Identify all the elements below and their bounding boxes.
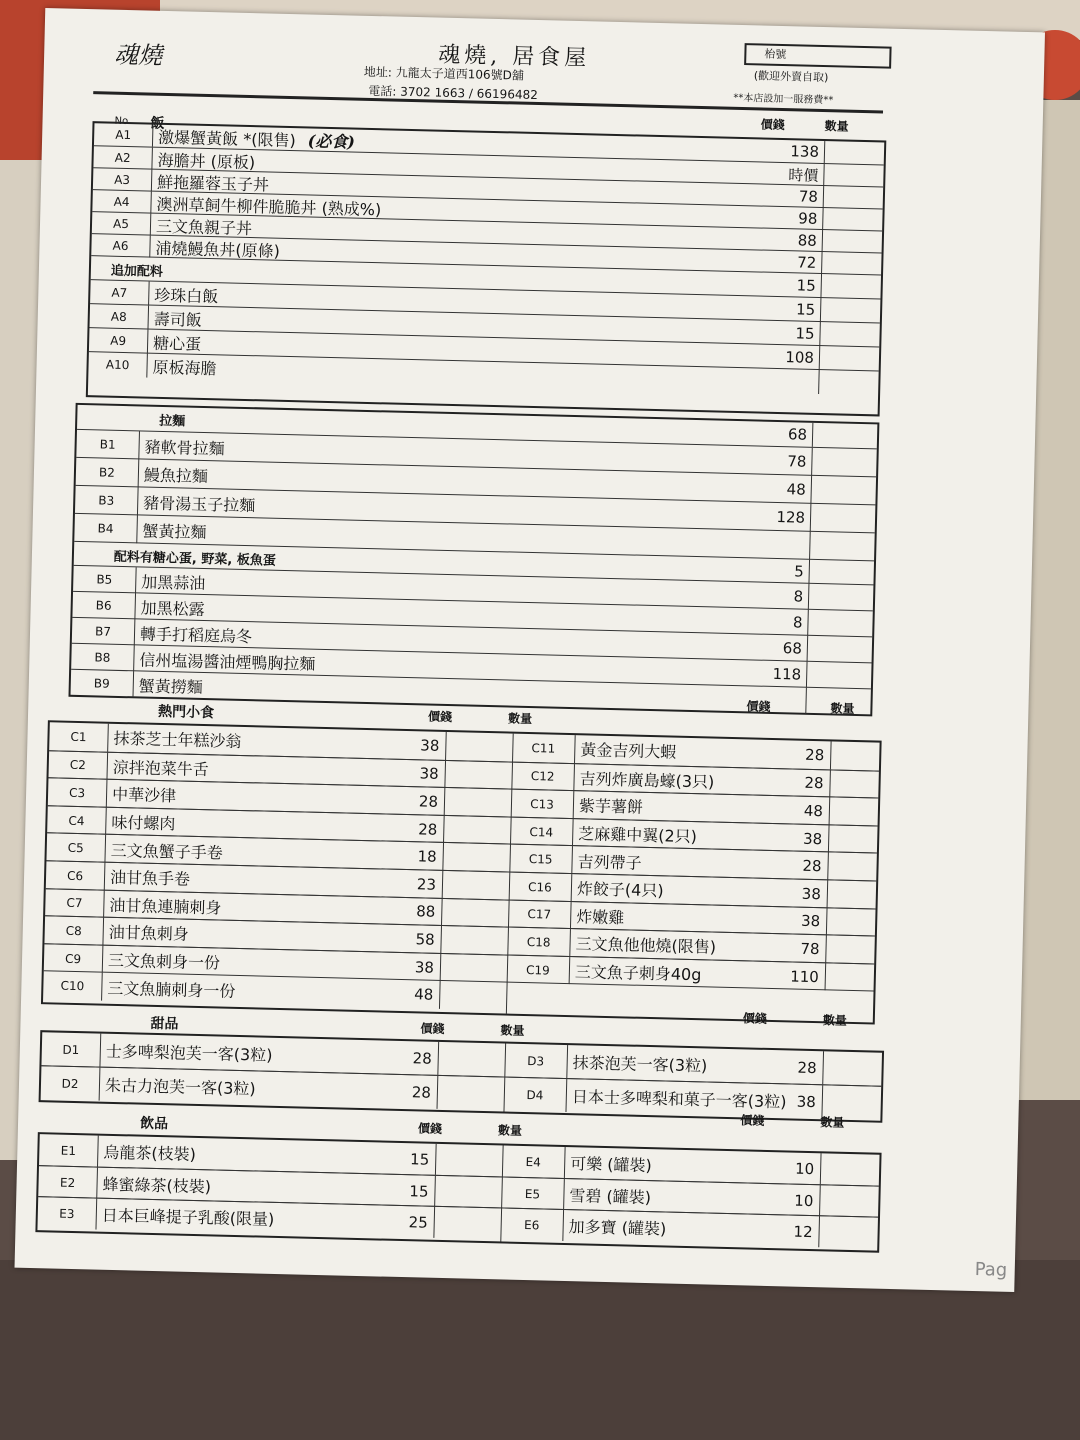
item-code: A7 — [90, 280, 150, 305]
service-charge-note: **本店設加一服務費** — [733, 92, 834, 107]
item-code: D4 — [503, 1078, 567, 1113]
quantity-field-a9[interactable] — [819, 346, 877, 371]
item-code: D1 — [41, 1032, 101, 1066]
quantity-field-a7[interactable] — [820, 298, 878, 323]
item-name: 炸餃子(4只) — [576, 879, 664, 901]
item-code: C1 — [49, 722, 109, 751]
item-name: 朱古力泡芙一客(3粒) — [104, 1075, 256, 1099]
item-name: 烏龍茶(枝裝) — [103, 1142, 197, 1164]
snacks-right-qty-header: 數量 — [830, 701, 855, 716]
item-code: C4 — [47, 806, 107, 835]
snacks-price-header: 價錢 — [427, 709, 453, 725]
item-name: 蜂蜜綠茶(枝裝) — [102, 1174, 212, 1197]
item-name: 油甘魚連腩刺身 — [109, 895, 222, 918]
item-name: 鰻魚拉麵 — [143, 465, 209, 486]
item-name: 三文魚他他燒(限售) — [575, 934, 717, 958]
item-code: C2 — [48, 751, 108, 780]
quantity-field-d3[interactable] — [822, 1051, 874, 1085]
item-price: 48 — [786, 480, 806, 499]
item-name: 壽司飯 — [153, 309, 202, 330]
item-name: 三文魚蟹子手卷 — [110, 840, 223, 863]
snacks-section — [41, 699, 882, 1024]
quantity-field-c11[interactable] — [830, 741, 882, 770]
item-name: 蟹黃撈麵 — [138, 675, 204, 697]
item-code: A3 — [93, 168, 153, 191]
item-price — [744, 530, 809, 560]
item-price: 88 — [416, 902, 436, 922]
item-name: 蟹黃拉麵 — [142, 521, 207, 542]
item-price: 98 — [798, 209, 818, 228]
shop-name: 魂燒, 居食屋 — [437, 42, 591, 72]
item-name: 海膽丼 (原板) — [157, 150, 256, 172]
item-price: 12 — [793, 1222, 813, 1241]
quantity-field-c12[interactable] — [829, 770, 881, 799]
drinks-price-header: 價錢 — [417, 1121, 443, 1136]
item-name: 加黑蒜油 — [141, 571, 206, 593]
order-sheet — [15, 8, 1045, 1292]
quantity-field-ramen[interactable] — [812, 423, 875, 449]
item-code: C15 — [509, 845, 573, 874]
item-code: C16 — [509, 873, 573, 902]
item-code: C5 — [46, 834, 106, 863]
item-name: 抹茶芝士年糕沙翁 — [113, 729, 242, 752]
quantity-field-b8[interactable] — [806, 662, 869, 690]
item-code: E3 — [37, 1197, 97, 1229]
item-price: 38 — [419, 764, 439, 784]
item-price: 28 — [412, 1048, 432, 1068]
quantity-field-a5[interactable] — [822, 230, 880, 253]
item-code: A10 — [88, 352, 148, 377]
phone: 電話: 3702 1663 / 66196482 — [368, 83, 539, 103]
logo: 魂燒 — [113, 40, 163, 70]
item-price: 8 — [793, 587, 804, 606]
item-code: B6 — [72, 592, 136, 620]
snacks-section-title: 熱門小食 — [157, 703, 215, 722]
item-price: 78 — [787, 452, 807, 471]
item-price: 28 — [804, 774, 824, 793]
item-name: 加多寶 (罐裝) — [568, 1217, 667, 1239]
item-price: 72 — [796, 253, 817, 272]
takeaway-note: (歡迎外賣自取) — [753, 69, 829, 85]
item-price: 8 — [792, 613, 803, 632]
item-name: 浦燒鰻魚丼(原條) — [155, 238, 281, 261]
address: 地址: 九龍太子道西106號D舖 — [363, 64, 524, 83]
item-code: C14 — [510, 817, 574, 846]
item-price: 10 — [794, 1191, 814, 1210]
desserts-section-title: 甜品 — [150, 1015, 179, 1033]
item-price: 15 — [409, 1149, 430, 1169]
item-code: E4 — [502, 1145, 566, 1178]
item-code: A6 — [91, 234, 151, 257]
item-code: A1 — [94, 123, 154, 146]
item-price: 58 — [415, 930, 435, 949]
item-price: 28 — [418, 819, 438, 839]
item-name: 油甘魚手卷 — [109, 868, 191, 890]
item-code: C9 — [44, 944, 104, 973]
item-code: D3 — [504, 1044, 568, 1079]
quantity-field-c18[interactable] — [825, 936, 877, 965]
item-name: 芝麻雞中翼(2只) — [578, 824, 698, 847]
item-price: 48 — [413, 985, 434, 1004]
quantity-field-c17[interactable] — [826, 908, 878, 937]
item-name: 加黑松露 — [140, 597, 205, 619]
item-name: 糖心蛋 — [152, 333, 202, 354]
item-name: 日本巨峰提子乳酸(限量) — [101, 1205, 275, 1229]
item-price: 15 — [795, 300, 816, 319]
rice-section-title: 飯 — [150, 115, 165, 132]
item-price: 10 — [794, 1159, 815, 1178]
drinks-section — [35, 1113, 881, 1253]
addon-header-price: 15 — [796, 276, 816, 295]
quantity-field-c10[interactable] — [439, 981, 507, 1010]
item-name: 三文魚刺身一份 — [107, 950, 221, 973]
desserts-right-price-header: 價錢 — [742, 1011, 767, 1026]
page-label: Pag — [974, 1259, 1008, 1281]
quantity-field-b1[interactable] — [811, 448, 874, 478]
quantity-field-c13[interactable] — [829, 798, 881, 827]
quantity-field-b5[interactable] — [808, 584, 871, 612]
rice-price-header: 價錢 — [760, 117, 785, 133]
quantity-field-a2[interactable] — [823, 164, 881, 187]
item-code: A2 — [93, 146, 153, 169]
item-name: 涼拌泡菜牛舌 — [112, 757, 209, 780]
item-name: 豬軟骨拉麵 — [144, 437, 225, 458]
item-name: 珍珠白飯 — [154, 285, 219, 306]
item-price: 48 — [803, 801, 824, 821]
item-code: B7 — [72, 618, 136, 646]
item-price: 28 — [802, 856, 822, 876]
quantity-field-e6[interactable] — [818, 1216, 870, 1248]
item-price: 138 — [790, 142, 820, 161]
item-name: 中華沙律 — [111, 785, 177, 806]
quantity-field-a10[interactable] — [818, 370, 876, 395]
desserts-qty-header: 數量 — [500, 1023, 525, 1038]
item-code: E6 — [500, 1208, 564, 1241]
rice-qty-header: 數量 — [824, 119, 849, 134]
item-price: 108 — [785, 348, 815, 367]
rice-section — [86, 121, 887, 416]
item-code: E2 — [38, 1166, 98, 1198]
rice-addon-title: 追加配料 — [110, 263, 164, 280]
item-code: B2 — [76, 458, 140, 488]
snacks-qty-header: 數量 — [507, 711, 533, 727]
item-price: 68 — [782, 639, 803, 658]
ramen-section-title: 拉麵 — [159, 413, 186, 430]
item-code: B9 — [70, 670, 134, 698]
item-name: 三文魚子刺身40g — [574, 962, 702, 985]
item-code: C12 — [511, 762, 575, 791]
item-name: 炸嫩雞 — [576, 907, 625, 928]
drinks-right-qty-header: 數量 — [820, 1115, 845, 1130]
item-price: 88 — [797, 231, 818, 250]
quantity-field-c16[interactable] — [827, 880, 879, 909]
quantity-field-c19[interactable] — [825, 963, 877, 992]
item-name: 轉手打稻庭烏冬 — [139, 623, 253, 646]
item-price: 18 — [417, 847, 437, 866]
item-price: 38 — [801, 884, 822, 903]
quantity-field-b7[interactable] — [807, 636, 870, 664]
must-try-note: (必食) — [307, 130, 356, 152]
item-name: 吉列帶子 — [577, 851, 642, 873]
item-code: D2 — [41, 1066, 101, 1100]
item-price: 78 — [798, 187, 819, 206]
item-name: 鮮拖羅蓉玉子丼 — [156, 172, 270, 194]
quantity-field-b6[interactable] — [807, 610, 870, 638]
item-price: 25 — [408, 1212, 428, 1232]
item-code: C11 — [512, 734, 576, 763]
item-name: 激爆蟹黃飯 *(限售) (必食) — [157, 127, 356, 152]
item-code: A8 — [89, 304, 149, 329]
table-number-field[interactable]: 枱號 — [744, 43, 891, 69]
item-code: C19 — [507, 955, 571, 984]
quantity-field-rice-addon[interactable] — [820, 274, 878, 299]
item-code: A5 — [92, 212, 152, 235]
item-price: 28 — [804, 745, 825, 765]
item-code: E1 — [39, 1134, 99, 1166]
drinks-right-price-header: 價錢 — [740, 1113, 765, 1128]
item-name: 三文魚親子丼 — [155, 216, 253, 238]
order-sheet-content — [15, 8, 1045, 1292]
ramen-section — [68, 403, 879, 717]
quantity-field-a3[interactable] — [823, 186, 881, 209]
item-price: 38 — [802, 829, 823, 848]
item-name: 黃金吉列大蝦 — [580, 740, 677, 762]
item-name: 油甘魚刺身 — [108, 923, 189, 945]
item-name: 雪碧 (罐裝) — [569, 1186, 652, 1208]
item-code: B3 — [75, 486, 139, 516]
ramen-header-price: 68 — [787, 425, 808, 444]
item-code: A4 — [92, 190, 152, 213]
drinks-qty-header: 數量 — [497, 1123, 523, 1138]
quantity-field-a6[interactable] — [821, 252, 879, 275]
item-name: 吉列炸廣島蠔(3只) — [579, 769, 715, 792]
drinks-section-title: 飲品 — [139, 1115, 169, 1133]
quantity-field-e4[interactable] — [820, 1153, 872, 1185]
item-name: 紫芋薯餅 — [578, 796, 644, 818]
item-price: 15 — [795, 324, 815, 343]
item-price: 110 — [790, 967, 820, 986]
item-code: B1 — [76, 430, 140, 460]
item-code: B4 — [74, 514, 138, 544]
item-price: 78 — [800, 939, 820, 959]
quantity-field-a8[interactable] — [819, 322, 877, 347]
item-code: B8 — [71, 644, 135, 672]
item-price: 38 — [420, 736, 440, 755]
item-price: 118 — [772, 664, 802, 684]
item-code: C10 — [43, 972, 103, 1001]
item-price: 23 — [416, 875, 437, 894]
item-code: B5 — [73, 566, 137, 594]
snacks-right-price-header: 價錢 — [746, 699, 771, 714]
item-code: C6 — [46, 861, 106, 890]
quantity-field-b2[interactable] — [810, 476, 873, 506]
item-price: 128 — [776, 507, 806, 527]
quantity-field-e5[interactable] — [819, 1185, 871, 1217]
quantity-field-a1[interactable] — [824, 141, 882, 164]
item-price: 38 — [800, 912, 821, 931]
no-column-header: No. — [114, 115, 132, 128]
item-name: 士多啤梨泡芙一客(3粒) — [105, 1041, 273, 1065]
item-name: 澳洲草飼牛柳件脆脆丼 (熟成%) — [156, 194, 382, 219]
quantity-field-ramen-addon[interactable] — [808, 560, 871, 586]
item-name: 三文魚腩刺身一份 — [107, 978, 236, 1001]
item-code: C3 — [48, 778, 108, 807]
item-code: C18 — [507, 928, 571, 957]
item-price: 時價 — [788, 165, 819, 185]
item-code: C7 — [45, 889, 105, 918]
item-name: 味付螺肉 — [111, 812, 176, 834]
item-name: 日本士多啤梨和菓子一客(3粒) — [571, 1087, 787, 1112]
quantity-field-a4[interactable] — [822, 208, 880, 231]
desserts-price-header: 價錢 — [420, 1021, 445, 1037]
item-price: 15 — [409, 1181, 429, 1201]
item-name: 豬骨湯玉子拉麵 — [143, 493, 256, 515]
ramen-addon-title: 配料有糖心蛋, 野菜, 板魚蛋 — [113, 549, 276, 569]
item-code: A9 — [89, 328, 149, 353]
item-price: 28 — [418, 792, 439, 811]
quantity-field-c15[interactable] — [827, 853, 879, 882]
item-price: 28 — [797, 1058, 817, 1077]
item-price — [748, 368, 818, 394]
item-code: E5 — [501, 1177, 565, 1210]
item-name: 信州塩湯醬油煙鴨胸拉麵 — [139, 649, 316, 674]
desserts-right-qty-header: 數量 — [822, 1013, 847, 1028]
quantity-field-b3[interactable] — [810, 504, 873, 534]
quantity-field-c14[interactable] — [828, 825, 880, 854]
item-name: 抹茶泡芙一客(3粒) — [572, 1053, 708, 1076]
item-name: 可樂 (罐裝) — [569, 1154, 653, 1176]
desserts-section — [39, 1011, 885, 1123]
item-price: 38 — [796, 1092, 817, 1111]
ramen-addon-header-price: 5 — [793, 562, 804, 581]
item-name: 原板海膽 — [152, 357, 217, 378]
item-code: C17 — [508, 900, 572, 929]
item-price: 28 — [411, 1082, 432, 1102]
item-price: 38 — [414, 957, 435, 977]
item-code: C13 — [511, 790, 575, 819]
item-code: C8 — [44, 916, 104, 945]
quantity-field-b4[interactable] — [809, 532, 872, 562]
